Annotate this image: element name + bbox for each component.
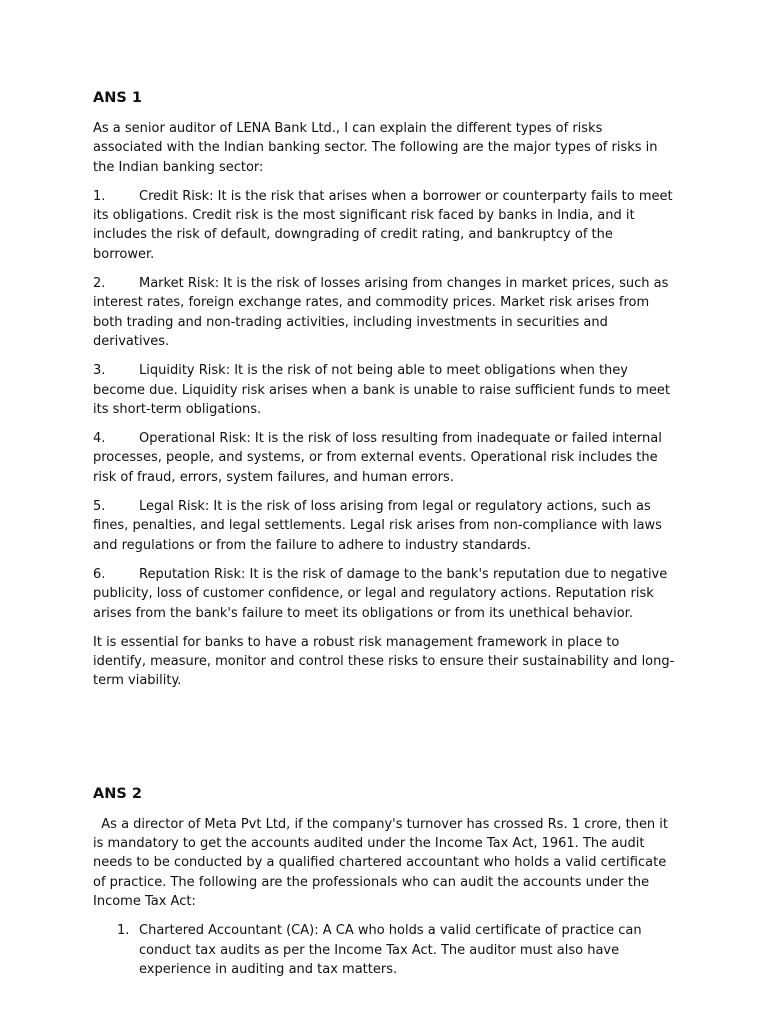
risk-item-number: 3. <box>93 363 106 379</box>
auditor-item-number: 1. <box>117 923 130 939</box>
auditor-list <box>93 921 676 979</box>
ans1-conclusion-paragraph: It is essential for banks to have a robust risk management framework in place to identify, measure, monitor and control these risks to ensure their sustainability and long-term viability. <box>93 634 675 689</box>
risk-item-number: 6. <box>93 566 106 582</box>
risk-item-text: Legal Risk: It is the risk of loss arising from legal or regulatory actions, such as fines, penalties, and legal settlements. Legal risk arises from non-compliance with laws and regulations or from the failure to adhere to industry standards. <box>93 499 662 553</box>
ans2-intro-paragraph: As a director of Meta Pvt Ltd, if the company's turnover has crossed Rs. 1 crore, then it is mandatory to get the accounts audited under the Income Tax Act, 1961. The audit needs to be conducted by a qualified chartered accountant who holds a valid certificate of practice. The following are the professionals who can audit the accounts under the Income Tax Act: <box>93 816 673 909</box>
risk-item-credit <box>93 187 676 264</box>
risk-item-text: Operational Risk: It is the risk of loss resulting from inadequate or failed internal processes, people, and systems, or from external events. Operational risk includes the risk of fraud, errors, system failures, and human errors. <box>93 431 662 485</box>
auditor-item-chartered-accountant <box>93 921 676 979</box>
risk-item-text: Market Risk: It is the risk of losses arising from changes in market prices, such as interest rates, foreign exchange rates, and commodity prices. Market risk arises from both trading and non-trading activities, including investments in securities and derivatives. <box>93 276 669 349</box>
risk-item-reputation <box>93 565 676 623</box>
risk-item-number: 4. <box>93 431 106 447</box>
risk-item-market <box>93 274 676 351</box>
risk-item-text: Liquidity Risk: It is the risk of not being able to meet obligations when they become due. Liquidity risk arises when a bank is unable to raise sufficient funds to meet its short-term obligations. <box>93 363 671 417</box>
risk-item-number: 5. <box>93 499 106 515</box>
risk-item-operational <box>93 429 676 487</box>
ans1-heading: ANS 1 <box>93 90 142 106</box>
risk-item-legal <box>93 497 676 555</box>
risk-item-number: 1. <box>93 188 106 204</box>
ans2-heading: ANS 2 <box>93 785 142 802</box>
risk-item-liquidity <box>93 361 676 419</box>
ans1-intro-paragraph: As a senior auditor of LENA Bank Ltd., I can explain the different types of risks associated with the Indian banking sector. The following are the major types of risks in the Indian banking sector: <box>93 121 658 175</box>
risk-item-text: Reputation Risk: It is the risk of damage to the bank's reputation due to negative publicity, loss of customer confidence, or legal and regulatory actions. Reputation risk arises from the bank's failure to meet its obligations or from its unethical behavior. <box>93 566 668 621</box>
auditor-item-text: Chartered Accountant (CA): A CA who holds a valid certificate of practice can conduct tax audits as per the Income Tax Act. The auditor must also have experience in auditing and tax matters. <box>139 923 642 977</box>
risk-item-number: 2. <box>93 276 106 292</box>
risk-item-text: Credit Risk: It is the risk that arises when a borrower or counterparty fails to meet its obligations. Credit risk is the most significant risk faced by banks in India, and it includes the risk of default, downgrading of credit rating, and bankruptcy of the borrower. <box>93 188 673 262</box>
document-body <box>93 88 676 979</box>
